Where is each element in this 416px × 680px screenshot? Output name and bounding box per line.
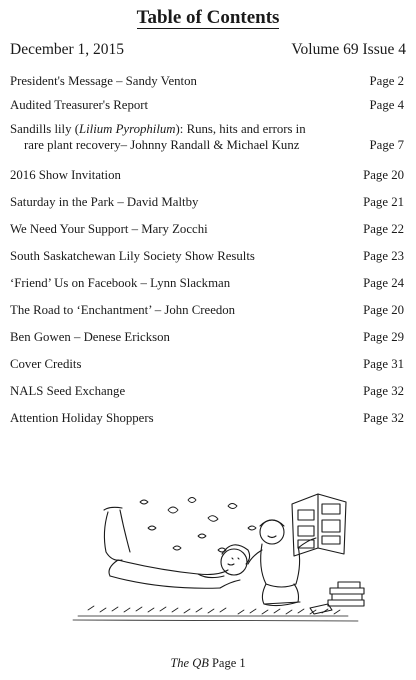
toc-entry-page: Page 24 (363, 276, 404, 290)
toc-entry-text-part: ‘Friend’ Us on Facebook – Lynn Slackman (10, 276, 231, 290)
toc-entry (10, 248, 406, 264)
toc-entry-title-line (10, 98, 148, 112)
toc-entry (10, 73, 406, 89)
page-title (0, 6, 416, 30)
toc-entry-italic-part: Lilium Pyrophilum (78, 122, 176, 136)
lying-girl-figure (104, 507, 250, 588)
toc-entry-page: Page 23 (363, 249, 404, 263)
toc-entry-title-line (10, 357, 81, 371)
toc-entry-text-part: NALS Seed Exchange (10, 384, 126, 398)
toc-entry-title (10, 302, 406, 318)
page-footer (0, 655, 416, 671)
toc-entry-title-line (10, 195, 198, 209)
toc-entry-title (10, 221, 406, 237)
toc-entry-title-line (10, 122, 306, 136)
toc-entry-title-line (10, 411, 154, 425)
toc-entry (10, 383, 406, 399)
toc-entry (10, 194, 406, 210)
toc-entry-title (10, 167, 406, 183)
page-title-text: Table of Contents (136, 7, 280, 28)
toc-entry-title-line (10, 74, 197, 88)
toc-entry-title (10, 73, 406, 89)
toc-entry (10, 329, 406, 345)
table-of-contents-list (10, 73, 406, 426)
toc-entry-title-line (10, 303, 235, 317)
issue-info-row (10, 40, 406, 60)
toc-entry-text-part: 2016 Show Invitation (10, 168, 121, 182)
toc-entry-text-part: The Road to ‘Enchantment’ – John Creedon (10, 303, 236, 317)
toc-entry-title-line (10, 222, 208, 236)
toc-entry-title-line (10, 276, 230, 290)
sitting-boy-figure (248, 520, 316, 606)
toc-entry-title (10, 356, 406, 372)
issue-volume: Volume 69 Issue 4 (291, 41, 406, 58)
toc-entry (10, 97, 406, 113)
toc-entry (10, 410, 406, 426)
ground-book (310, 604, 332, 614)
toc-entry-title (10, 329, 406, 345)
falling-leaves (140, 498, 256, 553)
toc-entry-text-part: Sandills lily ( (10, 122, 79, 136)
toc-entry-title (10, 275, 406, 291)
toc-entry-text-part: Saturday in the Park – David Maltby (10, 195, 199, 209)
toc-entry-page: Page 29 (363, 330, 404, 344)
footer-page-label: Page 1 (211, 656, 246, 670)
toc-entry (10, 356, 406, 372)
reading-children-illustration (48, 488, 378, 626)
toc-entry (10, 302, 406, 318)
toc-entry-text-part: Ben Gowen – Denese Erickson (10, 330, 170, 344)
toc-entry-title-line (10, 249, 255, 263)
footer-publication: The QB (170, 656, 209, 670)
toc-entry-page: Page 20 (363, 168, 404, 182)
toc-entry-text-part: We Need Your Support – Mary Zocchi (10, 222, 208, 236)
toc-entry-title (10, 248, 406, 264)
toc-entry-title (10, 194, 406, 210)
issue-date: December 1, 2015 (10, 41, 125, 58)
toc-entry-title (10, 383, 406, 399)
toc-entry-title-line (10, 384, 125, 398)
toc-entry-page: Page 32 (363, 384, 404, 398)
toc-entry-text-part: Audited Treasurer's Report (10, 98, 149, 112)
book-stack (328, 582, 364, 606)
toc-entry-text-part: Cover Credits (10, 357, 82, 371)
toc-entry-page: Page 7 (369, 138, 404, 152)
toc-entry (10, 221, 406, 237)
toc-entry-title-line (10, 330, 170, 344)
toc-entry-page: Page 21 (363, 195, 404, 209)
toc-entry-text-part: President's Message – Sandy Venton (10, 74, 197, 88)
toc-entry-page: Page 31 (363, 357, 404, 371)
toc-entry-page: Page 2 (369, 74, 404, 88)
toc-entry-text-part: South Saskatchewan Lily Society Show Results (10, 249, 255, 263)
toc-entry-text-part: Attention Holiday Shoppers (10, 411, 154, 425)
toc-entry (10, 121, 406, 153)
toc-entry-page: Page 4 (369, 98, 404, 112)
toc-entry-page: Page 32 (363, 411, 404, 425)
toc-entry (10, 167, 406, 183)
toc-entry (10, 275, 406, 291)
toc-entry-title (10, 97, 406, 113)
toc-entry-title (10, 410, 406, 426)
toc-entry-text-part: ): Runs, hits and errors in (175, 122, 306, 136)
toc-entry-title-continuation: rare plant recovery– Johnny Randall & Michael Kunz (24, 138, 300, 152)
toc-entry-title-line (10, 168, 121, 182)
toc-entry-page: Page 20 (363, 303, 404, 317)
toc-entry-title (10, 121, 406, 153)
toc-entry-page: Page 22 (363, 222, 404, 236)
